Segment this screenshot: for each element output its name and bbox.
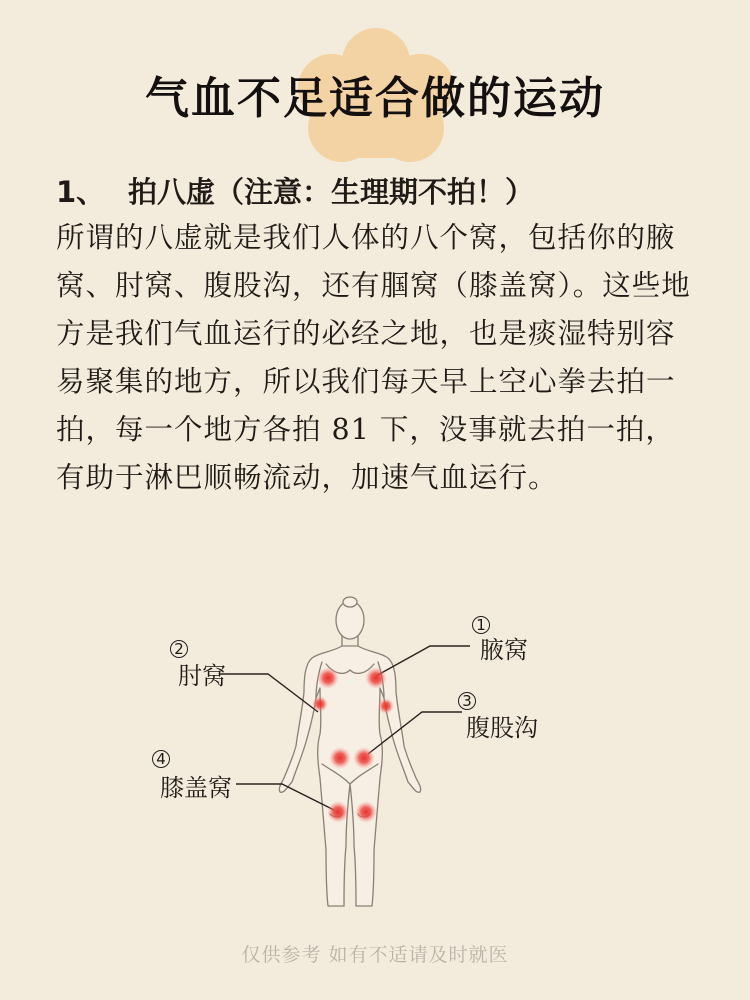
section-body: 所谓的八虚就是我们人体的八个窝，包括你的腋窝、肘窝、腹股沟，还有腘窝（膝盖窝）。这些地方是我们气血运行的必经之地，也是痰湿特别容易聚集的地方，所以我们每天早上空心拳去拍一拍，每一个地方各拍 81 下，没事就去拍一拍，有助于淋巴顺畅流动，加速气血运行。 [56, 221, 691, 494]
label-knee: 膝盖窝 [160, 774, 232, 802]
label-number-4: 4 [152, 750, 170, 768]
page-title: 气血不足适合做的运动 [145, 73, 605, 124]
section-title: 拍八虚（注意：生理期不拍！） [128, 175, 535, 209]
label-number-2: 2 [170, 640, 188, 658]
disclaimer-footer: 仅供参考 如有不适请及时就医 [241, 944, 509, 966]
section-heading [56, 170, 534, 211]
label-groin: 腹股沟 [466, 714, 538, 742]
label-number-1: 1 [472, 616, 490, 634]
section-number: 1、 [56, 175, 106, 209]
label-armpit: 腋窝 [480, 636, 528, 664]
body-diagram [150, 588, 570, 918]
label-elbow: 肘窝 [178, 662, 226, 690]
label-number-3: 3 [458, 692, 476, 710]
